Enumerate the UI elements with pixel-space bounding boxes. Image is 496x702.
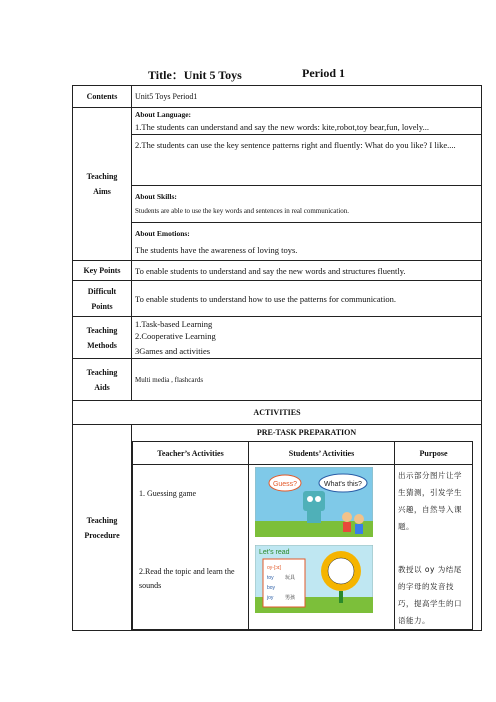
boy-meaning: 男孩 [285,595,296,601]
teaching-procedure-label: Teaching Procedure [73,425,132,631]
activities-table [132,441,473,630]
title-unit: Title：Unit 5 Toys [148,68,242,82]
contents-label: Contents [73,86,132,108]
method-item: 3Games and activities [135,346,211,356]
guess-bubble-text: Guess? [272,481,298,488]
whats-this-bubble-text: What's this? [324,481,362,488]
purpose-1: 出示部分图片让学生猜测，引发学生兴趣，自然导入课题。 [398,471,462,531]
students-activities-cell [249,465,395,630]
about-skills-cell: About Skills: Students are able to use the key words and sentences in real communication. [132,186,482,223]
purpose-2: 教授以 oy 为结尾的字母的发音技巧，提高学生的口语能力。 [398,565,462,625]
lets-read-text: Let's read [259,549,290,556]
about-emotions-cell: About Emotions: The students have the awareness of loving toys. [132,223,482,261]
teacher-activity-2: 2.Read the topic and learn the sounds [139,567,235,590]
toy-meaning: 玩具 [285,575,296,581]
method-item: 2.Cooperative Learning [135,331,216,341]
contents-value: Unit5 Toys Period1 [132,86,482,108]
key-points-value: To enable students to understand and say the new words and structures fluently. [132,261,482,281]
activities-heading: ACTIVITIES [73,401,482,425]
oy-sound-text: oy-[ɔɪ] [267,565,282,571]
joy-word: joy [267,595,274,601]
teaching-aids-value: Multi media , flashcards [132,359,482,401]
teacher-activities-cell [133,465,249,630]
students-activities-header: Students’ Activities [249,442,395,465]
teacher-activities-header: Teacher’s Activities [133,442,249,465]
teaching-aids-label: Teaching Aids [73,359,132,401]
about-language-cell: About Language: 1.The students can understand and say the new words: kite,robot,toy bear,fun, lovely... 2.The students can use the key sentence patterns right and fluently: What do you like? I like.... [132,108,482,186]
purpose-header: Purpose [395,442,473,465]
language-aim-1: 1.The students can understand and say the new words: kite,robot,toy bear,fun, lovely... [135,122,429,132]
toy-word: toy [267,575,274,581]
title-period: Period 1 [302,66,345,80]
boy-word: boy [267,585,276,591]
language-aim-2: 2.The students can use the key sentence patterns right and fluently: What do you like? I like.... [132,134,481,154]
lesson-plan-table [72,85,482,631]
procedure-cell [132,425,482,631]
teacher-activity-1: 1. Guessing game [139,489,197,498]
lets-read-image [255,545,373,613]
difficult-points-value: To enable students to understand how to use the patterns for communication. [132,281,482,317]
teaching-methods-label: Teaching Methods [73,317,132,359]
purpose-cell [395,465,473,630]
difficult-points-label: Difficult Points [73,281,132,317]
teaching-aims-label: Teaching Aims [73,108,132,261]
key-points-label: Key Points [73,261,132,281]
method-item: 1.Task-based Learning [135,319,213,329]
pre-task-heading: PRE-TASK PREPARATION [256,428,357,437]
teaching-methods-value [132,317,482,359]
guessing-game-image [255,467,373,537]
